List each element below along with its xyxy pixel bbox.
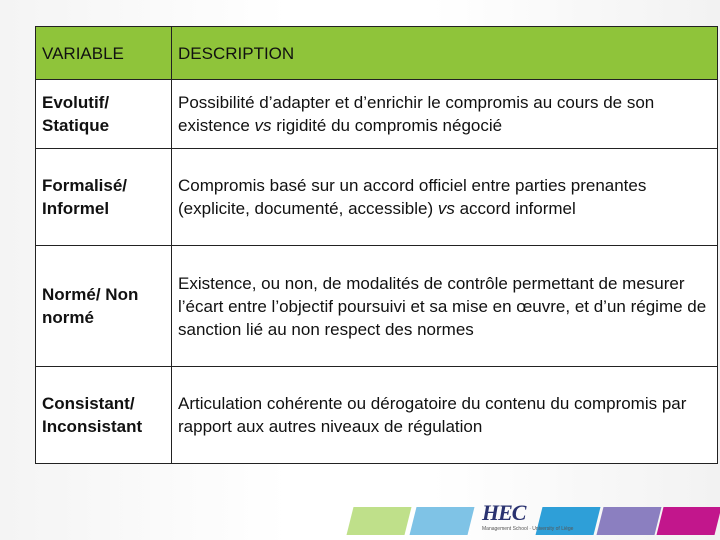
variable-cell: Formalisé/ Informel [36,149,172,246]
description-text: Compromis basé sur un accord officiel entre parties prenantes (explicite, documenté, accessible) [178,176,647,218]
color-bar [410,507,475,535]
table-row [36,149,718,246]
description-cell [172,246,718,367]
description-text: Possibilité d’adapter et d’enrichir le compromis au cours de son existence [178,93,655,135]
color-bar [597,507,662,535]
description-emphasis: vs [254,116,272,135]
description-text: accord informel [454,199,576,218]
variable-cell: Evolutif/ Statique [36,80,172,149]
description-cell [172,367,718,464]
color-bar [347,507,412,535]
description-cell [172,149,718,246]
description-text: Articulation cohérente ou dérogatoire du contenu du compromis par rapport aux autres niveaux de régulation [178,394,687,436]
logo-subtext: Management School · University of Liège [482,526,574,532]
table-header-row [36,27,718,80]
table-row [36,367,718,464]
logo-text: HEC [482,500,526,525]
description-text: rigidité du compromis négocié [271,116,503,135]
variable-cell: Consistant/ Inconsistant [36,367,172,464]
header-variable: VARIABLE [36,27,172,80]
table-row [36,80,718,149]
description-text: Existence, ou non, de modalités de contrôle permettant de mesurer l’écart entre l’objectif poursuivi et sa mise en œuvre, et d’un régime de sanction lié au non respect des normes [178,273,707,339]
footer-color-bars [0,507,720,535]
header-description: DESCRIPTION [172,27,718,80]
table-row [36,246,718,367]
variables-table [35,26,718,464]
description-cell [172,80,718,149]
variable-cell: Normé/ Non normé [36,246,172,367]
description-emphasis: vs [437,199,455,218]
color-bar [657,507,720,535]
hec-logo [478,500,576,538]
